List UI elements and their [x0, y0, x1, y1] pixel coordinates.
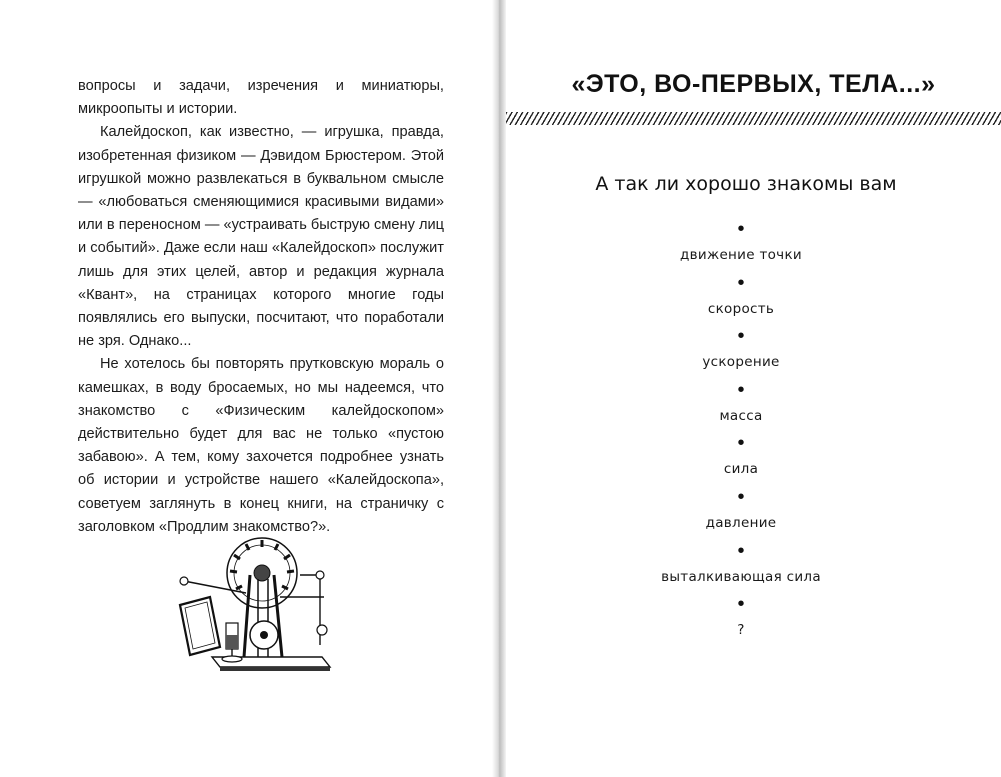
electrostatic-machine-illustration — [172, 535, 344, 675]
topic-item: выталкивающая сила — [661, 568, 821, 585]
topic-item: ? — [737, 622, 745, 639]
book-gutter — [492, 0, 506, 777]
topic-item: сила — [723, 461, 759, 478]
paragraph-1: вопросы и задачи, изречения и миниатюры, микроопыты и истории. — [78, 78, 444, 118]
topic-item: движение точки — [680, 247, 802, 263]
bullet: • — [737, 271, 745, 294]
bullet: • — [737, 432, 745, 455]
paragraph-3: Не хотелось бы повторять прутковскую мораль о камешках, в воду бросаемых, но мы надеемся, что знакомство с «Физическим калейдоскопом» действительно будет для вас не только «пустою забавою». А тем, кому захочется подробнее узнать об истории и устройстве нашего «Калейдоскопа», советуем заглянуть в конец книги, на страничку с заголовком «Продлим знакомство?». — [78, 356, 444, 535]
topic-item: скорость — [707, 300, 775, 317]
bullet: • — [737, 539, 745, 562]
body-text — [78, 75, 444, 539]
topic-item: давление — [705, 514, 777, 531]
left-page — [0, 0, 498, 777]
topic-list — [506, 218, 976, 651]
topic-item: ускорение — [702, 354, 780, 371]
bullet: • — [737, 218, 745, 240]
chapter-heading: «ЭТО, ВО-ПЕРВЫХ, ТЕЛА...» — [571, 70, 936, 98]
bullet: • — [737, 378, 745, 401]
topic-item: масса — [719, 407, 763, 424]
bullet: • — [737, 325, 745, 348]
chapter-subtitle: А так ли хорошо знакомы вам — [595, 173, 897, 195]
bullet: • — [737, 485, 745, 508]
paragraph-2: Калейдоскоп, как известно, — игрушка, правда, изобретенная физиком — Дэвидом Брюстером. Этой игрушкой можно развлекаться в буквальном смысле — «любоваться сменяющимися красивыми видами» или в переносном — «устраивать быструю смену лиц и событий». Даже если наш «Калейдоскоп» послужит лишь для этих целей, автор и редакция журнала «Квант», на страницах которого многие годы появлялись его выпуски, посчитают, что поработали не зря. Однако... — [78, 124, 444, 350]
bullet: • — [737, 593, 745, 616]
right-page — [506, 0, 1001, 777]
hatched-divider — [506, 112, 1001, 125]
